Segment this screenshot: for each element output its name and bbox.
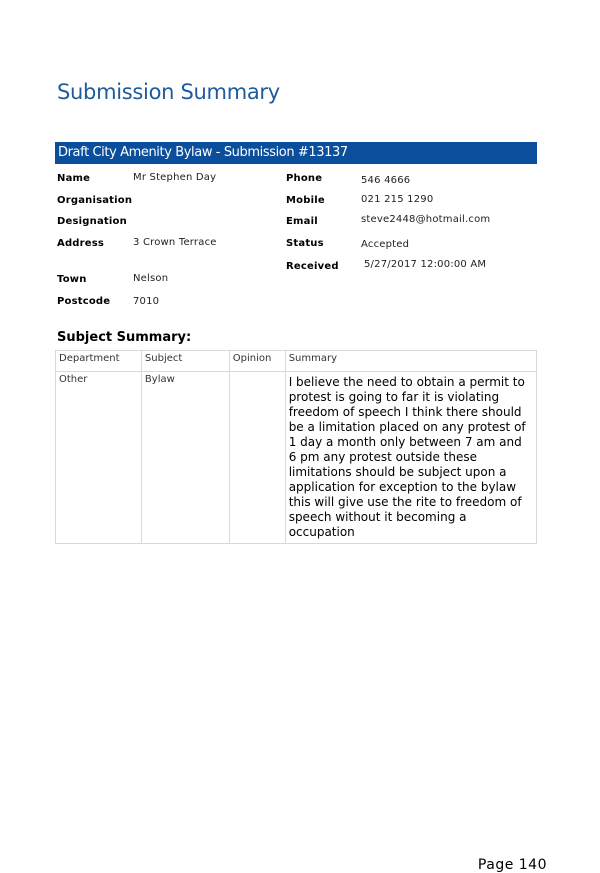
department-cell: Other bbox=[56, 372, 142, 544]
subject-summary-heading: Subject Summary: bbox=[57, 330, 192, 345]
organisation-label: Organisation bbox=[57, 195, 133, 206]
mobile-value: 021 215 1290 bbox=[361, 194, 434, 205]
postcode-label: Postcode bbox=[57, 296, 111, 307]
submission-banner: Draft City Amenity Bylaw - Submission #13137 bbox=[55, 142, 537, 164]
page-title: Submission Summary bbox=[57, 80, 280, 104]
page-number: Page 140 bbox=[477, 857, 547, 873]
subject-cell: Bylaw bbox=[141, 372, 229, 544]
phone-value: 546 4666 bbox=[361, 175, 411, 186]
subject-summary-table bbox=[55, 350, 537, 544]
column-header-department: Department bbox=[56, 351, 142, 372]
postcode-value: 7010 bbox=[133, 296, 160, 307]
table-header-row bbox=[56, 351, 537, 372]
name-value: Mr Stephen Day bbox=[133, 172, 217, 183]
phone-label: Phone bbox=[286, 173, 323, 184]
summary-cell: I believe the need to obtain a permit to protest is going to far it is violating freedom of speech I think there should be a limitation placed on any protest of 1 day a month only between 7 am and 6 pm any protest outside these limitations should be subject upon a application for exception to the bylaw this will give use the rite to freedom of speech without it becoming a occupation bbox=[285, 372, 536, 544]
email-label: Email bbox=[286, 216, 318, 227]
table-row bbox=[56, 372, 537, 544]
mobile-label: Mobile bbox=[286, 195, 325, 206]
address-label: Address bbox=[57, 238, 105, 249]
town-value: Nelson bbox=[133, 273, 169, 284]
town-label: Town bbox=[57, 274, 87, 285]
name-label: Name bbox=[57, 173, 91, 184]
status-value: Accepted bbox=[361, 239, 410, 250]
designation-label: Designation bbox=[57, 216, 127, 227]
received-value: 5/27/2017 12:00:00 AM bbox=[364, 259, 487, 270]
opinion-cell bbox=[229, 372, 285, 544]
column-header-opinion: Opinion bbox=[229, 351, 285, 372]
column-header-summary: Summary bbox=[285, 351, 536, 372]
received-label: Received bbox=[286, 261, 339, 272]
email-value: steve2448@hotmail.com bbox=[361, 214, 491, 225]
address-value: 3 Crown Terrace bbox=[133, 237, 217, 248]
column-header-subject: Subject bbox=[141, 351, 229, 372]
status-label: Status bbox=[286, 238, 324, 249]
